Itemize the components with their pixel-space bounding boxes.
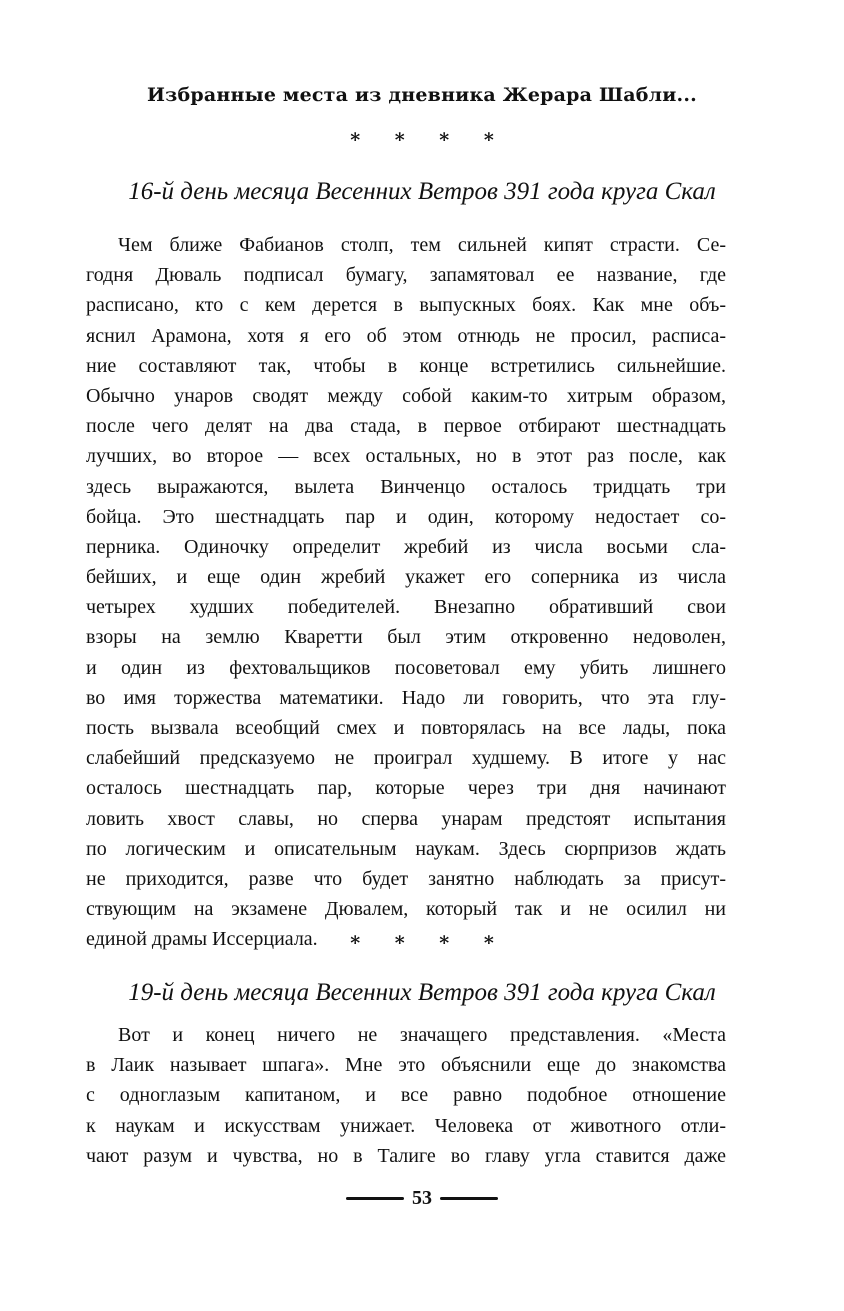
page-number: 53 bbox=[412, 1186, 432, 1209]
entry-heading: 19-й день месяца Весенних Ветров 391 года круга Скал bbox=[128, 979, 716, 1006]
folio bbox=[0, 1186, 844, 1210]
text-line: здесь выражаются, вылета Винченцо осталось тридцать три bbox=[86, 475, 726, 498]
text-line: бойца. Это шестнадцать пар и один, которому недостает со- bbox=[86, 505, 726, 528]
text-line: во имя торжества математики. Надо ли говорить, что эта глу- bbox=[86, 686, 726, 709]
text-line: бейших, и еще один жребий укажет его соперника из числа bbox=[86, 566, 726, 589]
text-line: слабейший предсказуемо не проиграл худшему. В итоге у нас bbox=[86, 747, 726, 770]
text-line: и один из фехтовальщиков посоветовал ему убить лишнего bbox=[86, 656, 726, 679]
text-line: в Лаик называет шпага». Мне это объяснили еще до знакомства bbox=[86, 1054, 726, 1077]
text-line: ловить хвост славы, но сперва унарам предстоят испытания bbox=[86, 807, 726, 830]
text-line: к наукам и искусствам унижает. Человека от животного отли- bbox=[86, 1114, 726, 1137]
section-separator: * * * * bbox=[350, 932, 508, 954]
text-line: чают разум и чувства, но в Талиге во главу угла ставится даже bbox=[86, 1144, 726, 1167]
text-line: после чего делят на два стада, в первое отбирают шестнадцать bbox=[86, 415, 726, 438]
text-line: Вот и конец ничего не значащего представления. «Места bbox=[118, 1024, 726, 1046]
text-line: яснил Арамона, хотя я его об этом отнюдь не просил, расписа- bbox=[86, 324, 726, 347]
text-line: лучших, во второе — всех остальных, но в этот раз после, как bbox=[86, 445, 726, 468]
entry-paragraph bbox=[86, 230, 726, 955]
text-line: с одноглазым капитаном, и все равно подобное отношение bbox=[86, 1084, 726, 1107]
entry-heading: 16-й день месяца Весенних Ветров 391 года круга Скал bbox=[128, 178, 716, 205]
text-line: годня Дюваль подписал бумагу, запамятовал ее название, где bbox=[86, 264, 726, 287]
text-line: пость вызвала всеобщий смех и повторялась на все лады, пока bbox=[86, 717, 726, 739]
text-line: Обычно унаров сводят между собой каким-то хитрым образом, bbox=[86, 384, 726, 407]
text-line: единой драмы Иссерциала. bbox=[86, 928, 318, 951]
text-line: четырех худших победителей. Внезапно обративший свои bbox=[86, 596, 726, 619]
text-line: ствующим на экзамене Дювалем, который так и не осилил ни bbox=[86, 898, 726, 921]
running-head: Избранные места из дневника Жерара Шабли... bbox=[147, 84, 697, 106]
text-line: ние составляют так, чтобы в конце встретились сильнейшие. bbox=[86, 354, 726, 377]
folio-rule-right bbox=[440, 1197, 498, 1200]
text-line: расписано, кто с кем дерется в выпускных боях. Как мне объ- bbox=[86, 294, 726, 317]
text-line: осталось шестнадцать пар, которые через три дня начинают bbox=[86, 777, 726, 800]
text-line: Чем ближе Фабианов столп, тем сильней кипят страсти. Се- bbox=[118, 234, 726, 256]
entry-paragraph bbox=[86, 1020, 726, 1171]
folio-rule-left bbox=[346, 1197, 404, 1200]
text-line: не приходится, разве что будет занятно наблюдать за присут- bbox=[86, 867, 726, 890]
text-line: перника. Одиночку определит жребий из числа восьми сла- bbox=[86, 535, 726, 558]
text-line: по логическим и описательным наукам. Здесь сюрпризов ждать bbox=[86, 837, 726, 860]
section-separator: * * * * bbox=[350, 129, 508, 151]
text-line: взоры на землю Кваретти был этим откровенно недоволен, bbox=[86, 626, 726, 649]
